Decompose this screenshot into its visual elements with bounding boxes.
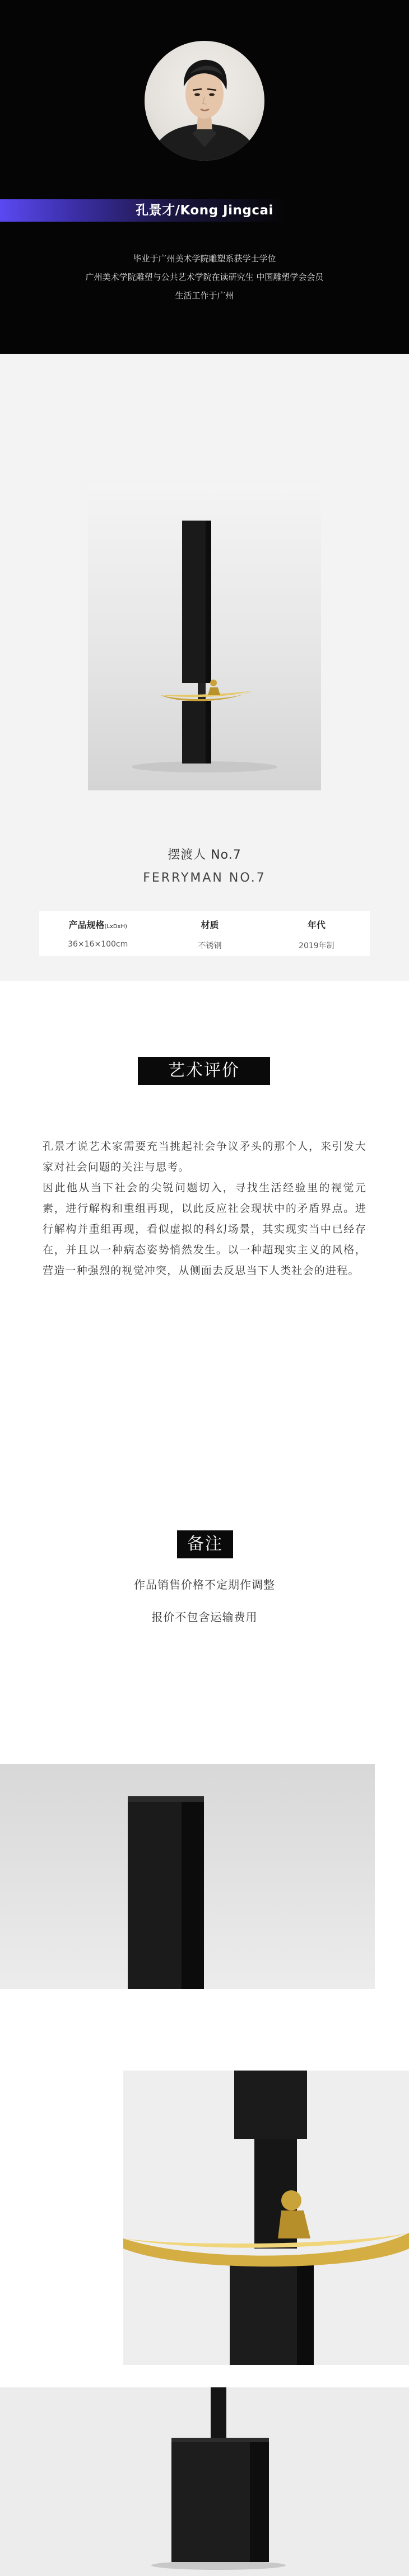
review-paragraph: 孔景才说艺术家需要充当挑起社会争议矛头的那个人，来引发大家对社会问题的关注与思考。 xyxy=(43,1140,366,1173)
artist-avatar xyxy=(145,41,264,161)
artwork-main-photo xyxy=(88,483,321,790)
review-heading: 艺术评价 xyxy=(138,1057,270,1085)
spec-value: 36×16×100cm xyxy=(68,940,128,949)
artist-name: 孔景才/Kong Jingcai xyxy=(136,203,273,218)
spec-value: 不锈钢 xyxy=(198,942,222,950)
boat-closeup-image xyxy=(123,2071,409,2365)
spec-label-suffix: (LxDxH) xyxy=(104,924,127,930)
spec-table xyxy=(39,911,370,956)
note-line: 作品销售价格不定期作调整 xyxy=(134,1578,275,1591)
bio-line: 广州美术学院雕塑与公共艺术学院在读研究生 中国雕塑学会会员 xyxy=(85,272,324,282)
artwork-title-en: FERRYMAN NO.7 xyxy=(143,871,266,885)
artist-portrait-image xyxy=(145,41,264,161)
base-closeup-image xyxy=(0,2387,409,2576)
artist-bio xyxy=(0,250,409,305)
detail-photo-pillar xyxy=(0,1764,375,1989)
review-paragraph: 因此他从当下社会的尖锐问题切入，寻找生活经验里的视觉元素，进行解构和重组再现，以此反应社会现状中的矛盾界点。进行解构并重组再现，看似虚拟的科幻场景，其实现实当中已经存在，并且以一种病态姿势悄然发生。以一种超现实主义的风格，营造一种强烈的视觉冲突，从侧面去反思当下人类社会的进程。 xyxy=(43,1182,366,1277)
artist-header xyxy=(0,0,409,354)
notes-heading: 备注 xyxy=(177,1530,233,1558)
review-text xyxy=(43,1136,366,1281)
spec-value: 2019年制 xyxy=(299,942,334,950)
bio-line: 毕业于广州美术学院雕塑系获学士学位 xyxy=(133,254,276,264)
artwork-section xyxy=(0,354,409,981)
spec-size xyxy=(39,911,156,956)
note-line: 报价不包含运输费用 xyxy=(151,1610,258,1624)
detail-photo-base xyxy=(0,2387,409,2576)
detail-photo-boat xyxy=(123,2071,409,2365)
spec-label: 材质 xyxy=(201,920,219,930)
spec-year xyxy=(263,911,370,956)
pillar-closeup-image xyxy=(0,1764,375,1989)
bio-line: 生活工作于广州 xyxy=(175,291,234,301)
spec-label: 年代 xyxy=(307,920,326,930)
sculpture-image xyxy=(88,483,321,790)
spec-material xyxy=(156,911,263,956)
artwork-title-cn: 摆渡人 No.7 xyxy=(168,848,241,862)
spec-label: 产品规格 xyxy=(68,920,105,930)
